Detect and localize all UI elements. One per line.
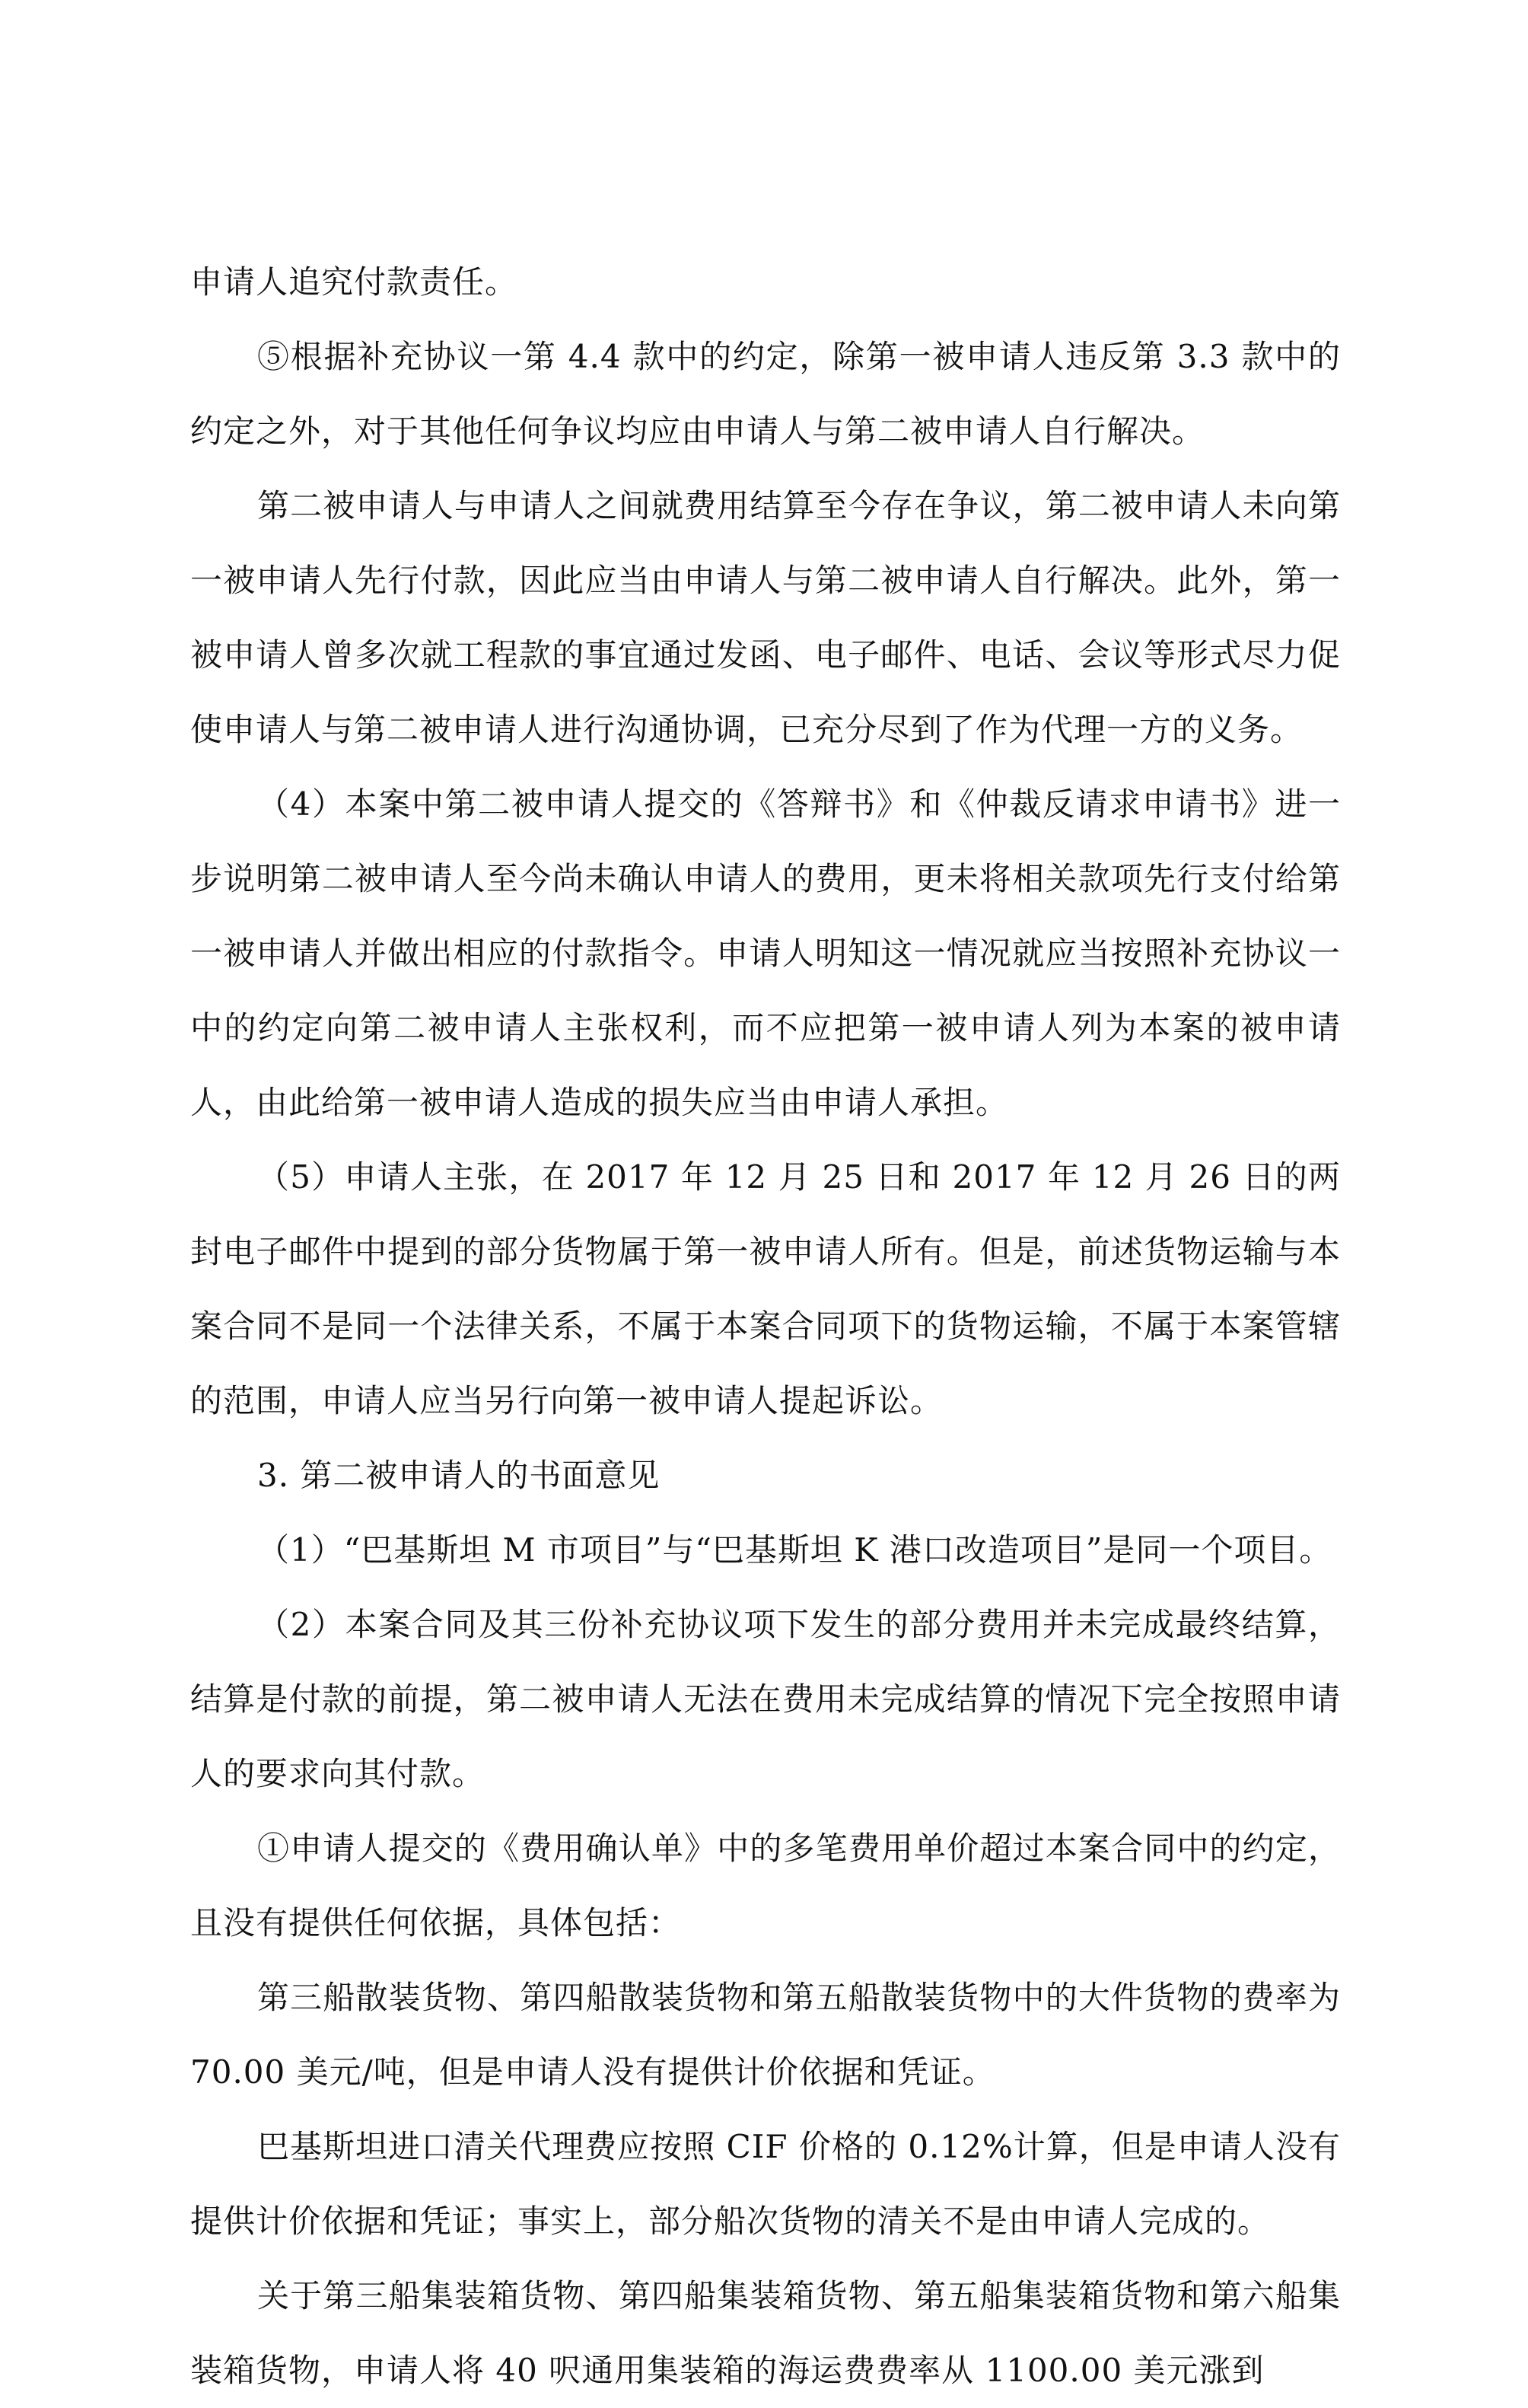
paragraph-3: 第二被申请人与申请人之间就费用结算至今存在争议，第二被申请人未向第一被申请人先行付款，因此应当由申请人与第二被申请人自行解决。此外，第一被申请人曾多次就工程款的事宜通过发函、电子邮件、电话、会议等形式尽力促使申请人与第二被申请人进行沟通协调，已充分尽到了作为代理一方的义务。 (190, 487, 1341, 748)
paragraph-11: 巴基斯坦进口清关代理费应按照 CIF 价格的 0.12%计算，但是申请人没有提供计价依据和凭证；事实上，部分船次货物的清关不是由申请人完成的。 (190, 2128, 1341, 2240)
paragraph-1: 申请人追究付款责任。 (190, 263, 518, 301)
paragraph-9: ①申请人提交的《费用确认单》中的多笔费用单价超过本案合同中的约定，且没有提供任何依据，具体包括： (190, 1830, 1341, 1941)
paragraph-10: 第三船散装货物、第四船散装货物和第五船散装货物中的大件货物的费率为 70.00 美元/吨，但是申请人没有提供计价依据和凭证。 (190, 1979, 1341, 2091)
paragraph-5: （5）申请人主张，在 2017 年 12 月 25 日和 2017 年 12 月 26 日的两封电子邮件中提到的部分货物属于第一被申请人所有。但是，前述货物运输与本案合同不是同一个法律关系，不属于本案合同项下的货物运输，不属于本案管辖的范围，申请人应当另行向第一被申请人提起诉讼。 (190, 1158, 1341, 1419)
document-body (190, 245, 1341, 2408)
paragraph-12: 关于第三船集装箱货物、第四船集装箱货物、第五船集装箱货物和第六船集装箱货物，申请人将 40 呎通用集装箱的海运费费率从 1100.00 美元涨到 (190, 2277, 1341, 2389)
paragraph-7: （1）“巴基斯坦 M 市项目”与“巴基斯坦 K 港口改造项目”是同一个项目。 (257, 1531, 1332, 1569)
paragraph-8: （2）本案合同及其三份补充协议项下发生的部分费用并未完成最终结算，结算是付款的前提，第二被申请人无法在费用未完成结算的情况下完全按照申请人的要求向其付款。 (190, 1606, 1341, 1792)
paragraph-2: ⑤根据补充协议一第 4.4 款中的约定，除第一被申请人违反第 3.3 款中的约定之外，对于其他任何争议均应由申请人与第二被申请人自行解决。 (190, 338, 1341, 450)
paragraph-4: （4）本案中第二被申请人提交的《答辩书》和《仲裁反请求申请书》进一步说明第二被申请人至今尚未确认申请人的费用，更未将相关款项先行支付给第一被申请人并做出相应的付款指令。申请人明知这一情况就应当按照补充协议一中的约定向第二被申请人主张权利，而不应把第一被申请人列为本案的被申请人，由此给第一被申请人造成的损失应当由申请人承担。 (190, 785, 1341, 1121)
section-heading-3: 3. 第二被申请人的书面意见 (257, 1457, 661, 1494)
